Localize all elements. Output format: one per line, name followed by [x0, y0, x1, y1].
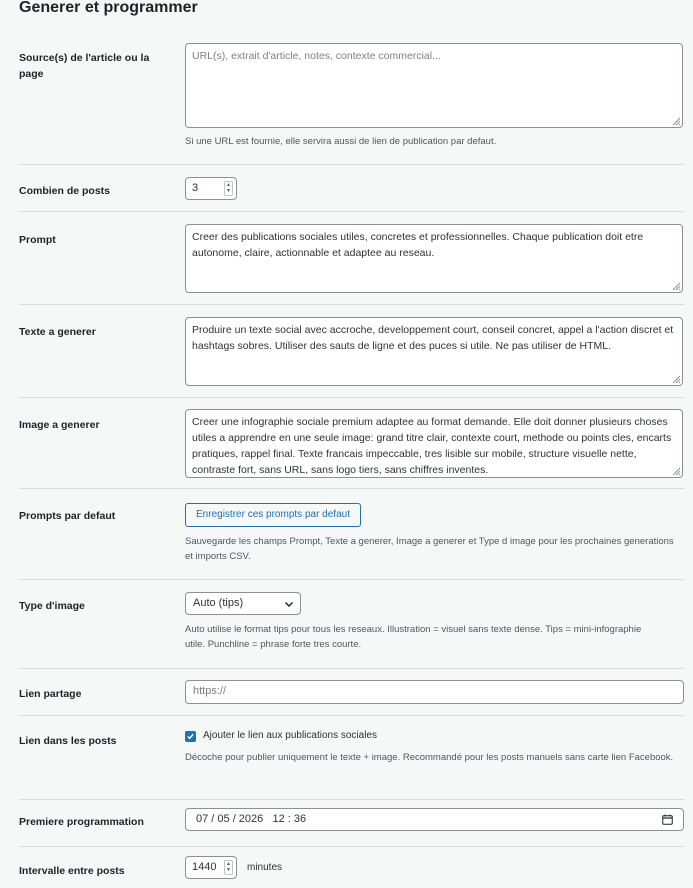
link-in-posts-checkbox-label[interactable]: Ajouter le lien aux publications sociales [203, 730, 377, 741]
sources-label: Source(s) de l'article ou la page [19, 52, 150, 80]
stepper-icon[interactable]: ▲ ▼ [224, 181, 233, 196]
interval-label: Intervalle entre posts [19, 865, 125, 877]
first-schedule-input[interactable] [185, 808, 684, 831]
interval-input[interactable] [185, 856, 237, 879]
row-share-link [19, 669, 684, 716]
row-first-schedule [19, 800, 684, 847]
row-default-prompts [19, 489, 684, 580]
image-label: Image a generer [19, 419, 100, 431]
posts-count-input[interactable] [185, 177, 237, 200]
text-textarea[interactable]: Produire un texte social avec accroche, developpement court, conseil concret, appel a l'action discret et hashtags sobres. Utiliser des sauts de ligne et des puces si utile. Ne pas utiliser de HTML. [185, 317, 683, 386]
image-type-label: Type d'image [19, 600, 85, 612]
image-type-select[interactable] [185, 592, 301, 615]
resize-grip-icon[interactable] [671, 281, 681, 291]
row-image-type [19, 580, 684, 669]
share-link-label: Lien partage [19, 688, 82, 700]
checkmark-icon [186, 732, 195, 741]
interval-unit: minutes [247, 862, 283, 873]
share-link-input[interactable] [185, 680, 684, 704]
default-prompts-label: Prompts par defaut [19, 510, 116, 522]
interval-value: 1440 [192, 861, 217, 873]
resize-grip-icon[interactable] [671, 466, 681, 476]
image-type-description: Auto utilise le format tips pour tous les reseaux. Illustration = visuel sans texte dense. Tips = mini-infographie utile. Punchline = phrase forte tres courte. [185, 624, 642, 650]
first-schedule-value: 07 / 05 / 2026 12 : 36 [196, 813, 307, 825]
link-in-posts-label: Lien dans les posts [19, 735, 117, 747]
prompt-label: Prompt [19, 234, 56, 246]
save-default-prompts-button[interactable]: Enregistrer ces prompts par defaut [185, 503, 361, 527]
calendar-icon[interactable] [662, 814, 673, 825]
share-link-placeholder: https:// [193, 685, 227, 697]
sources-description: Si une URL est fournie, elle servira aussi de lien de publication par defaut. [185, 136, 497, 147]
prompt-textarea[interactable]: Creer des publications sociales utiles, concretes et professionnelles. Chaque publication doit etre autonome, claire, actionnable et adaptee au reseau. [185, 224, 683, 293]
link-in-posts-checkbox[interactable] [185, 731, 196, 742]
first-schedule-label: Premiere programmation [19, 816, 144, 828]
page-title: Generer et programmer [19, 0, 198, 16]
resize-grip-icon[interactable] [671, 374, 681, 384]
row-image [19, 398, 684, 489]
row-posts-count [19, 165, 684, 212]
row-prompt [19, 212, 684, 305]
row-text [19, 305, 684, 398]
image-type-selected: Auto (tips) [193, 597, 244, 609]
text-label: Texte a generer [19, 326, 96, 338]
posts-count-label: Combien de posts [19, 185, 111, 197]
sources-textarea[interactable]: URL(s), extrait d'article, notes, contexte commercial... [185, 43, 683, 128]
image-textarea[interactable]: Creer une infographie sociale premium adaptee au format demande. Elle doit donner plusieurs choses utiles a apprendre en une seule image: grand titre clair, contexte court, methode ou points cles, encarts pratiques, rappel final. Texte francais impeccable, tres lisible sur mobile, structure visuelle nette, contraste fort, sans URL, sans logo tiers, sans chiffres inventes. [185, 409, 683, 478]
chevron-down-icon [284, 599, 294, 609]
row-interval [19, 847, 684, 888]
posts-count-value: 3 [192, 182, 199, 194]
row-link-in-posts [19, 716, 684, 800]
row-sources [19, 30, 684, 165]
resize-grip-icon[interactable] [671, 116, 681, 126]
link-in-posts-description: Décoche pour publier uniquement le texte + image. Recommandé pour les posts manuels sans carte lien Facebook. [185, 752, 674, 763]
default-prompts-description: Sauvegarde les champs Prompt, Texte a generer, Image a generer et Type d image pour les prochaines generations et imports CSV. [185, 536, 674, 562]
stepper-icon[interactable]: ▲ ▼ [224, 860, 233, 875]
